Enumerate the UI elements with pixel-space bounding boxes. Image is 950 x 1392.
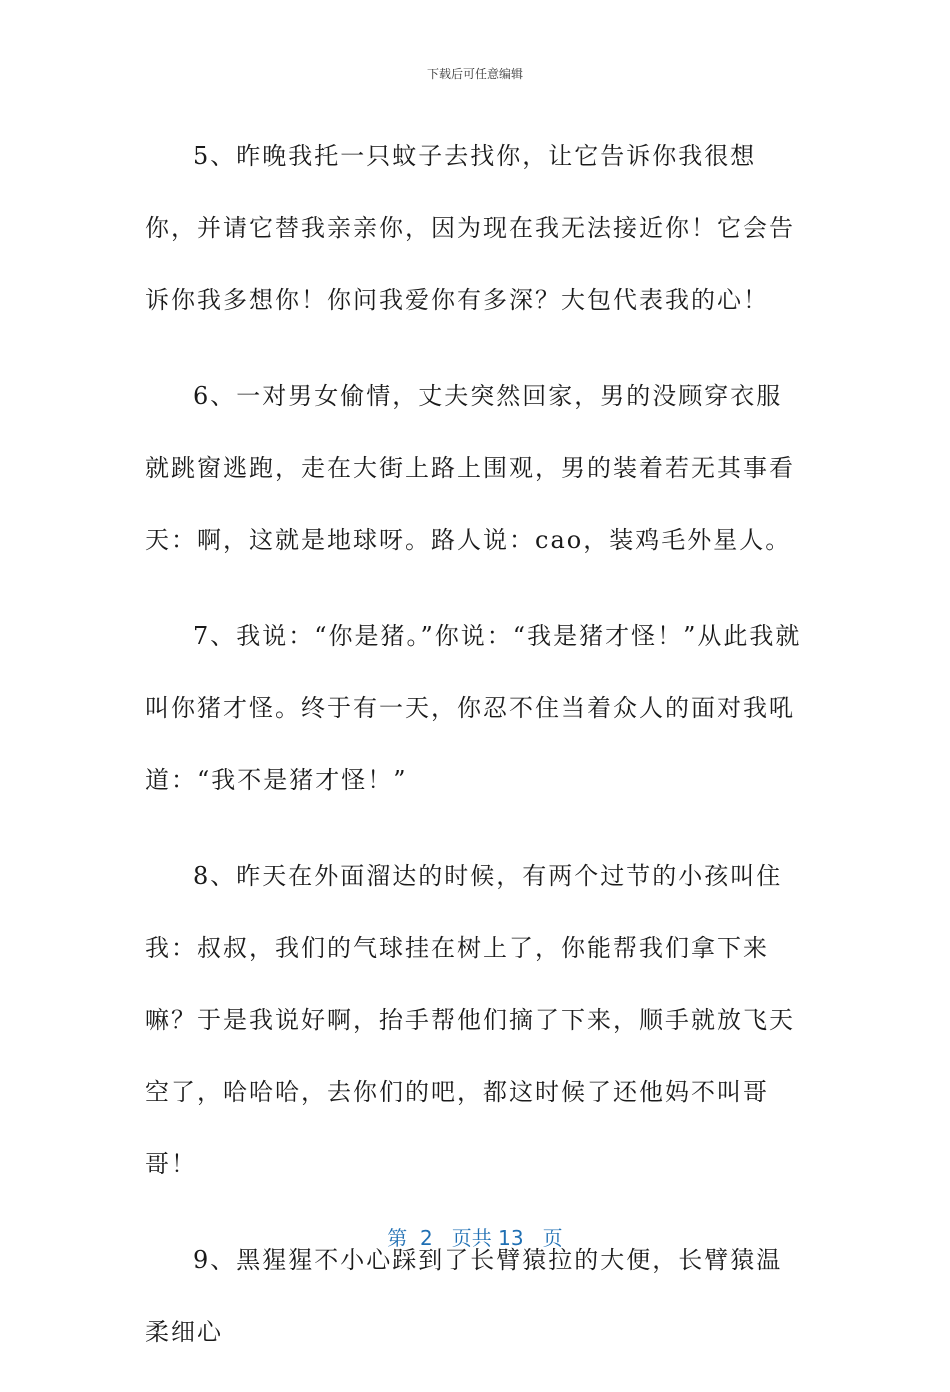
paragraph-7: 7、我说：“你是猪。”你说：“我是猪才怪！”从此我就叫你猪才怪。终于有一天，你忍不住当着众人的面对我吼道：“我不是猪才怪！” (145, 622, 802, 794)
paragraph-8: 8、昨天在外面溜达的时候，有两个过节的小孩叫住我：叔叔，我们的气球挂在树上了，你能帮我们拿下来嘛？于是我说好啊，抬手帮他们摘了下来，顺手就放飞天空了，哈哈哈，去你们的吧，都这时候了还他妈不叫哥哥！ (145, 862, 795, 1178)
document-body (145, 120, 805, 1392)
page-number-footer: 第 2 页共 13 页 (387, 1226, 563, 1250)
paragraph-5: 5、昨晚我托一只蚊子去找你，让它告诉你我很想你，并请它替我亲亲你，因为现在我无法接近你！它会告诉你我多想你！你问我爱你有多深？大包代表我的心！ (145, 142, 795, 314)
page-header: 下载后可任意编辑 (426, 67, 523, 81)
paragraph-6: 6、一对男女偷情，丈夫突然回家，男的没顾穿衣服就跳窗逃跑，走在大街上路上围观，男的装着若无其事看天：啊，这就是地球呀。路人说：cao，装鸡毛外星人。 (145, 382, 795, 554)
paragraph-9: 9、黑猩猩不小心踩到了长臂猿拉的大便，长臂猿温柔细心 (145, 1246, 783, 1346)
